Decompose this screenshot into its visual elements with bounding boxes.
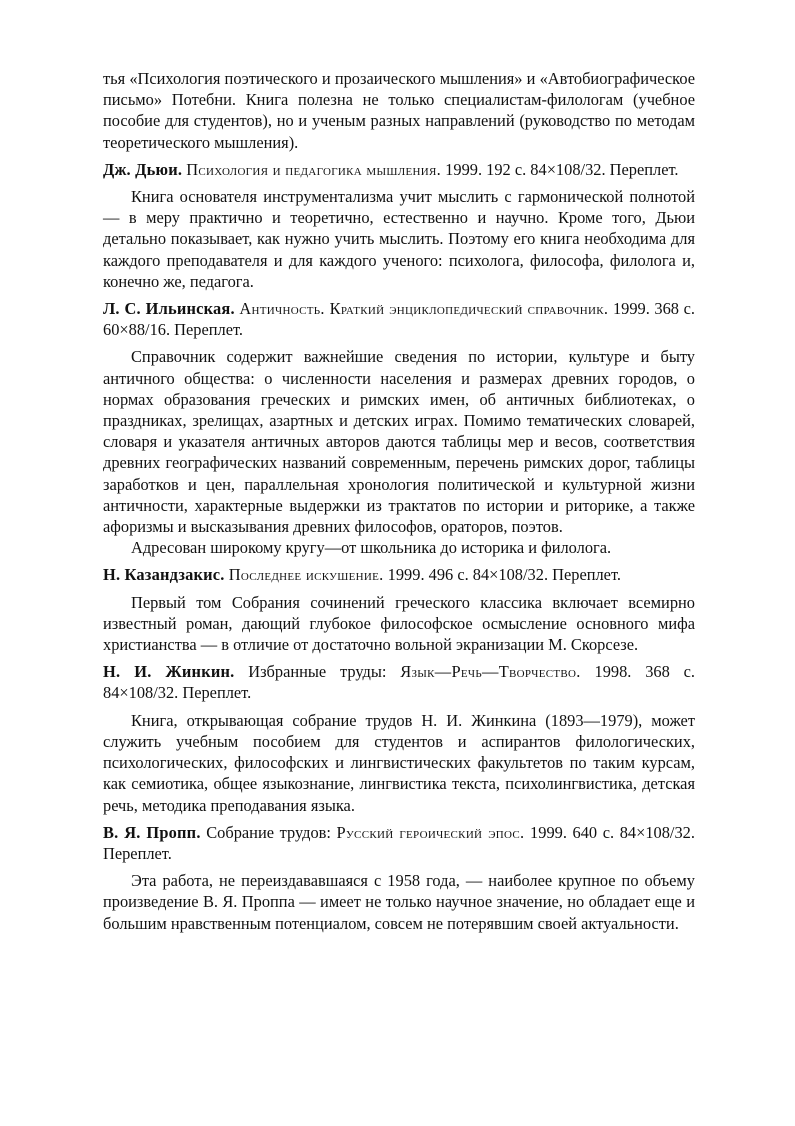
book-entry-kazantzakis (103, 564, 695, 655)
entry-title: Язык—Речь—Творчество. (400, 662, 581, 682)
entry-heading (103, 564, 695, 585)
entry-description: Эта работа, не переиздававшаяся с 1958 года, — наиболее крупное по объему произведение В. Я. Проппа — имеет не только научное значение, но обладает еще и большим нравственным потенциалом, совсем не потерявшим своей актуальности. (103, 871, 695, 933)
book-entry-ilinskaya (103, 298, 695, 558)
entry-title: Античность. Краткий энциклопедический справочник. (239, 299, 609, 319)
entry-heading (103, 298, 695, 340)
entry-description: Первый том Собрания сочинений греческого классика включает всемирно известный роман, дающий глубокое философское осмысление основного мифа христианства — в отличие от достаточно вольной экранизации М. Скорсезе. (103, 592, 695, 655)
entry-author: Л. С. Ильинская. (103, 299, 235, 319)
entry-title-prefix: Избранные труды: (248, 662, 387, 682)
entry-description: Книга, открывающая собрание трудов Н. И. Жинкина (1893—1979), может служить учебным пособием для студентов и аспирантов филологических, психологических, философских и лингвистических факультетов по таким курсам, как семиотика, общее языкознание, лингвистика текста, психолингвистика, детская речь, методика преподавания языка. (103, 710, 695, 815)
book-entry-zhinkin (103, 661, 695, 815)
intro-paragraph: тья «Психология поэтического и прозаического мышления» и «Автобиографическое письмо» Потебни. Книга полезна не только специалистам-филологам (учебное пособие для студентов), но и ученым разных направлений (руководство по методам теоретического мышления). (103, 69, 695, 152)
book-entry-dewey (103, 159, 695, 292)
entry-details: 1999. 496 с. 84×108/32. Переплет. (387, 565, 621, 585)
book-entry-propp (103, 822, 695, 934)
entry-heading (103, 661, 695, 703)
entry-title: Русский героический эпос. (336, 822, 525, 842)
entry-author: В. Я. Пропп. (103, 822, 201, 842)
entry-description-audience: Адресован широкому кругу—от школьника до историка и филолога. (131, 538, 612, 558)
entry-author: Н. Казандзакис. (103, 565, 225, 585)
entry-description: Книга основателя инструментализма учит мыслить с гармонической полнотой — в меру практично и теоретично, естественно и научно. Кроме того, Дьюи детально показывает, как нужно учить мыслить. Поэтому его книга необходима для каждого преподавателя и для каждого ученого: психолога, философа, филолога и, конечно же, педагога. (103, 187, 695, 291)
entry-title-prefix: Собрание трудов: (206, 822, 331, 842)
entry-title: Последнее искушение. (228, 565, 384, 585)
entry-details: 1999. 192 с. 84×108/32. Переплет. (445, 159, 679, 179)
catalog-page (103, 68, 695, 934)
entry-details: 1999. 640 с. 84×108/32. Переплет. (103, 822, 695, 863)
entry-details: 1998. 368 с. 84×108/32. Переплет. (103, 662, 695, 703)
entry-heading (103, 159, 695, 180)
entry-details: 1999. 368 с. 60×88/16. Переплет. (103, 299, 695, 340)
entry-heading (103, 822, 695, 864)
entry-title: Психология и педагогика мышления. (186, 159, 442, 179)
entry-description: Справочник содержит важнейшие сведения по истории, культуре и быту античного общества: о численности населения и размерах древних городов, о нормах образования греческих и римских имен, об античных библиотеках, о праздниках, зрелищах, азартных и детских играх. Помимо тематических словарей, словаря и указателя античных авторов даются таблицы мер и весов, соответствия древних географических названий современным, перечень римских дорог, таблицы заработков и цен, параллельная хронология политической и культурной жизни античности, характерные выдержки из трактатов по истории и риторике, а также афоризмы и высказывания древних философов, ораторов, поэтов. (103, 347, 695, 537)
entry-author: Н. И. Жинкин. (103, 662, 235, 682)
entry-author: Дж. Дьюи. (103, 159, 183, 179)
